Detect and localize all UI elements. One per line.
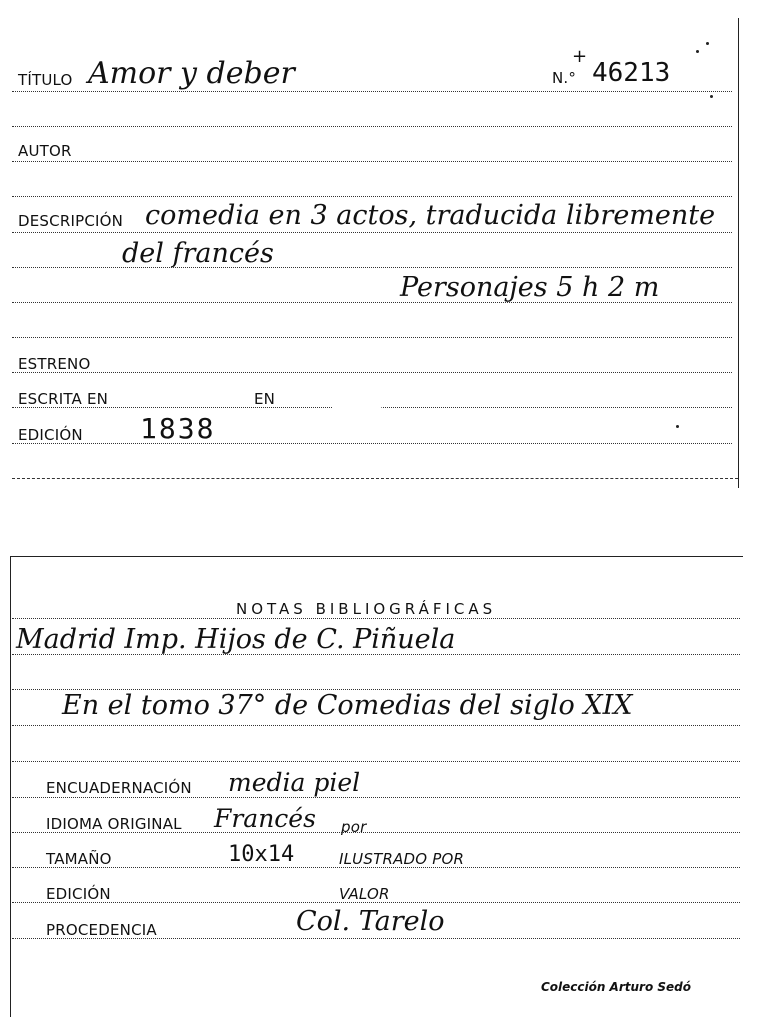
numero-mark: + <box>572 46 588 67</box>
nota-line1: Madrid Imp. Hijos de C. Piñuela <box>16 624 456 655</box>
titulo-value: Amor y deber <box>88 56 295 91</box>
en-label: EN <box>254 390 276 408</box>
edicion-label: EDICIÓN <box>18 426 83 444</box>
encuadernacion-label: ENCUADERNACIÓN <box>46 779 192 797</box>
edicion-value: 1838 <box>140 412 216 445</box>
nota-line2: En el tomo 37° de Comedias del siglo XIX <box>62 690 633 721</box>
blank-rule <box>12 196 732 197</box>
descripcion-label: DESCRIPCIÓN <box>18 212 124 230</box>
descripcion-line1: comedia en 3 actos, traducida libremente <box>145 200 716 231</box>
edicion-bottom-label: EDICIÓN <box>46 885 111 903</box>
nota-rule-3 <box>12 725 740 726</box>
por-label: por <box>341 818 367 836</box>
descripcion-line2: del francés <box>122 238 274 269</box>
estreno-label: ESTRENO <box>18 355 91 373</box>
idioma-rule <box>12 832 740 833</box>
heading-rule <box>12 618 740 619</box>
card-bottom-edge <box>12 478 738 479</box>
tamano-value: 10x14 <box>228 842 295 867</box>
numero-label: N.° <box>552 69 577 87</box>
idioma-value: Francés <box>214 804 316 833</box>
blank-rule <box>12 126 732 127</box>
autor-label: AUTOR <box>18 142 72 160</box>
blank-rule <box>12 337 732 338</box>
blank-rule <box>12 761 740 762</box>
ink-speck <box>710 95 713 98</box>
tamano-rule <box>12 867 740 868</box>
titulo-rule <box>12 91 732 92</box>
idioma-label: IDIOMA ORIGINAL <box>46 815 182 833</box>
procedencia-label: PROCEDENCIA <box>46 921 157 939</box>
personajes-value: Personajes 5 h 2 m <box>400 272 660 303</box>
paper-blot <box>332 388 382 438</box>
personajes-rule <box>12 302 732 303</box>
valor-label: VALOR <box>339 885 390 903</box>
ink-speck <box>696 50 699 53</box>
titulo-label: TÍTULO <box>18 71 73 89</box>
numero-value: 46213 <box>592 58 671 88</box>
edicion-rule <box>12 443 732 444</box>
estreno-rule <box>12 372 732 373</box>
descripcion-rule <box>12 232 732 233</box>
procedencia-rule <box>12 938 740 939</box>
ink-speck <box>676 425 679 428</box>
escrita-en-label: ESCRITA EN <box>18 390 109 408</box>
autor-rule <box>12 161 732 162</box>
notas-heading: NOTAS BIBLIOGRÁFICAS <box>236 600 497 618</box>
edicion-bottom-rule <box>12 902 740 903</box>
encuadernacion-rule <box>12 797 740 798</box>
nota-rule-1 <box>12 654 740 655</box>
collection-footer: Colección Arturo Sedó <box>540 980 691 994</box>
ilustrado-label: ILUSTRADO POR <box>339 850 465 868</box>
tamano-label: TAMAÑO <box>46 850 112 868</box>
encuadernacion-value: media piel <box>228 768 361 797</box>
descripcion-rule-2 <box>12 267 732 268</box>
ink-speck <box>706 42 709 45</box>
procedencia-value: Col. Tarelo <box>296 906 445 937</box>
